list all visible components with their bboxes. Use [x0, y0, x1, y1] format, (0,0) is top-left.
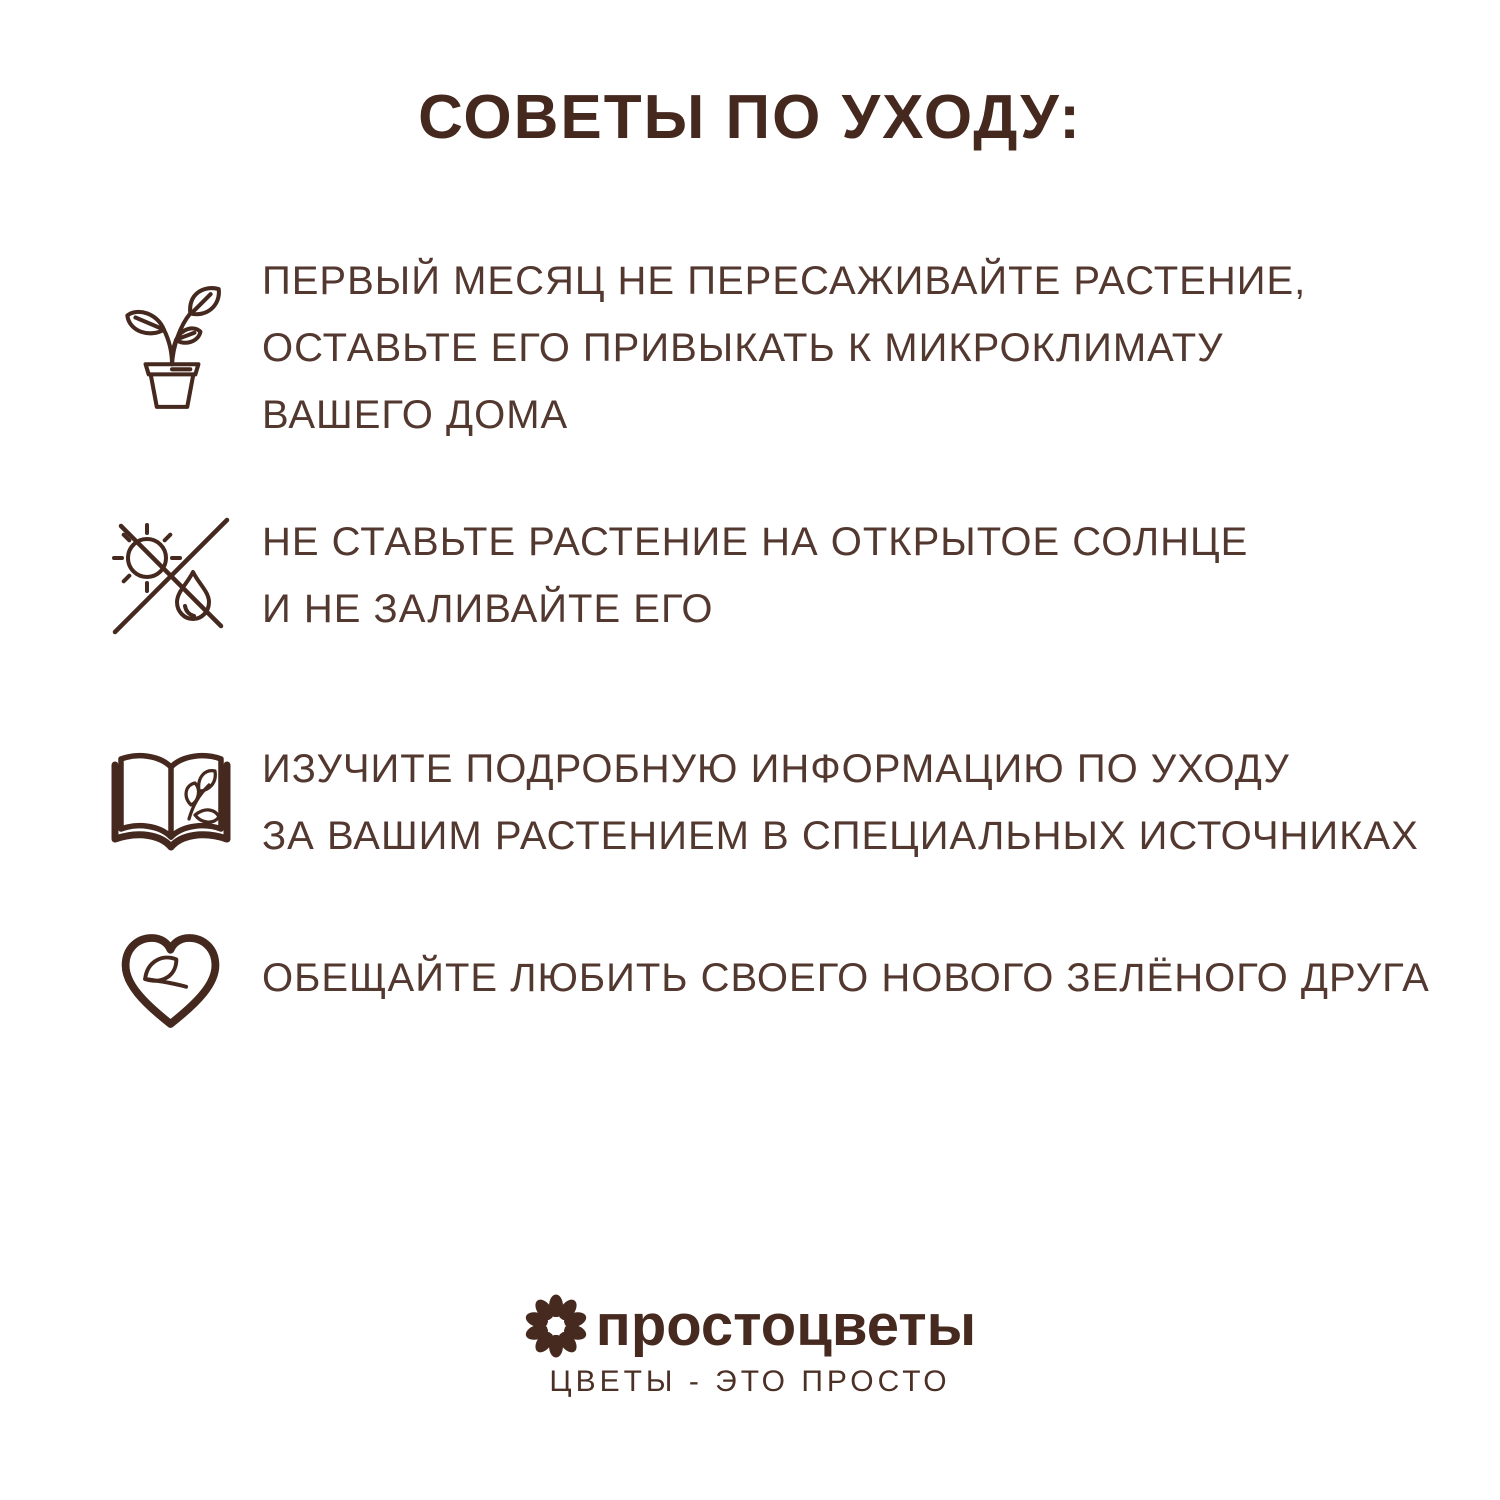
page-title: СОВЕТЫ ПО УХОДУ: [418, 83, 1082, 152]
flower-icon [524, 1294, 588, 1358]
tip-line: ОБЕЩАЙТЕ ЛЮБИТЬ СВОЕГО НОВОГО ЗЕЛЁНОГО ДРУГА [262, 956, 1430, 1000]
tip-text [262, 509, 1248, 643]
tip-row-information [100, 736, 1460, 870]
tip-row-sunlight [100, 506, 1460, 646]
care-guide-book-icon [100, 741, 242, 866]
no-sun-no-overwatering-icon [100, 506, 242, 646]
brand-tagline: ЦВЕТЫ - ЭТО ПРОСТО [549, 1365, 951, 1398]
tip-line: И НЕ ЗАЛИВАЙТЕ ЕГО [262, 587, 714, 631]
brand-name: простоцветы [595, 1293, 977, 1358]
brand-row [0, 1292, 1500, 1359]
tip-line: ВАШЕГО ДОМА [262, 393, 569, 437]
tip-text [262, 248, 1306, 449]
tip-row-love [100, 922, 1460, 1035]
tip-line: ОСТАВЬТЕ ЕГО ПРИВЫКАТЬ К МИКРОКЛИМАТУ [262, 326, 1224, 370]
tip-line: НЕ СТАВЬТЕ РАСТЕНИЕ НА ОТКРЫТОЕ СОЛНЦЕ [262, 520, 1249, 564]
tip-line: ЗА ВАШИМ РАСТЕНИЕМ В СПЕЦИАЛЬНЫХ ИСТОЧНИКАХ [262, 814, 1419, 858]
tip-line: ИЗУЧИТЕ ПОДРОБНУЮ ИНФОРМАЦИЮ ПО УХОДУ [262, 747, 1290, 791]
tip-text [262, 945, 1430, 1012]
tip-text [262, 736, 1419, 870]
heart-leaf-icon [100, 922, 242, 1035]
potted-plant-icon [100, 283, 242, 415]
tip-line: ПЕРВЫЙ МЕСЯЦ НЕ ПЕРЕСАЖИВАЙТЕ РАСТЕНИЕ, [262, 259, 1307, 303]
brand-footer [0, 1292, 1500, 1399]
tip-row-repotting [100, 248, 1460, 449]
